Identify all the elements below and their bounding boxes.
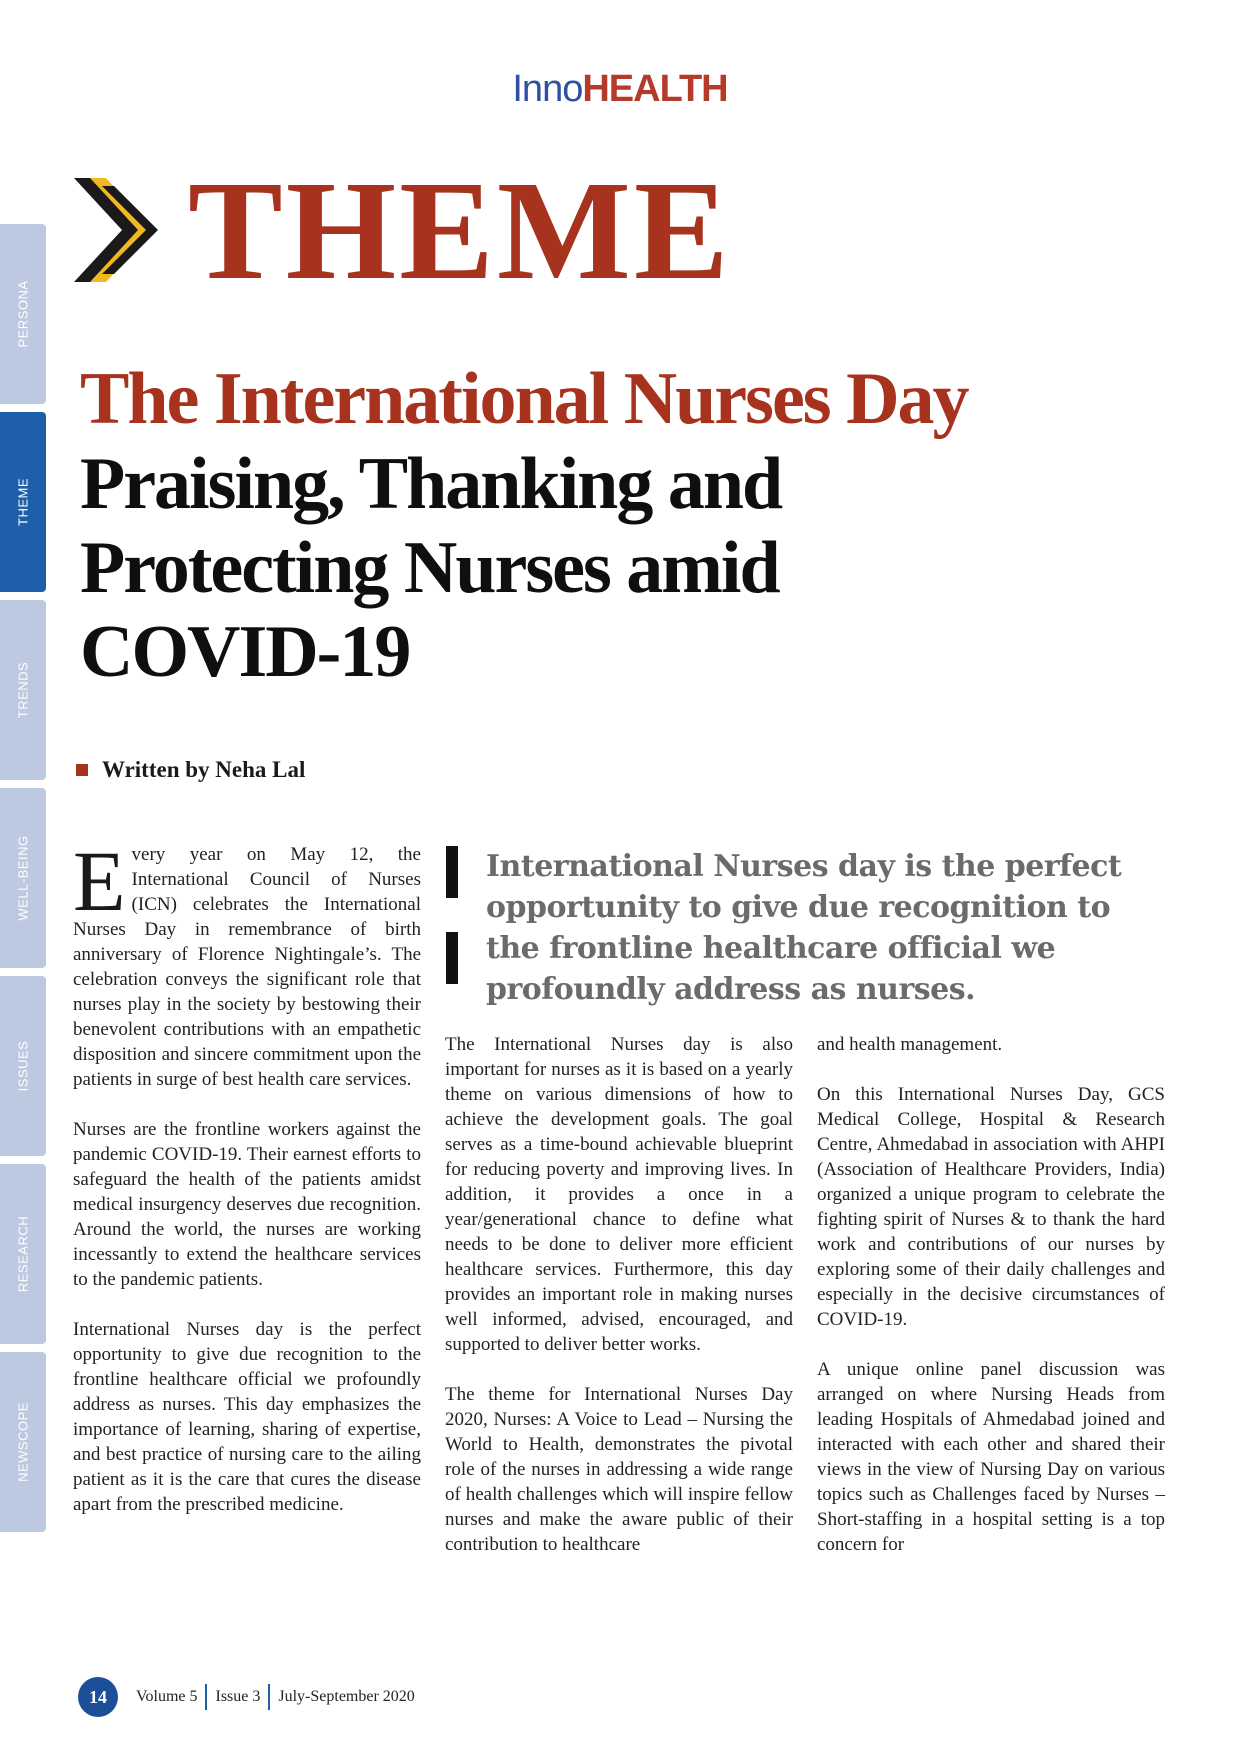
paragraph: Nurses are the frontline workers against the pandemic COVID-19. Their earnest efforts to safeguard the health of the patients amidst medical insurgency deserves due recognition. Around the world, the nurses are working incessantly to extend the healthcare services to the pandemic patients. <box>73 1119 421 1290</box>
paragraph-text: very year on May 12, the International Council of Nurses (ICN) celebrates the International Nurses Day in remembrance of birth anniversary of Florence Nightingale’s. The celebration conveys the significant role that nurses play in the society by bestowing their benevolent contributions with an empathetic disposition and sincere commitment upon the patients in surge of best health care services. <box>73 844 421 1090</box>
footer-divider <box>268 1684 270 1710</box>
side-tab-label: NEWSCOPE <box>15 1402 31 1482</box>
paragraph: International Nurses day is the perfect opportunity to give due recognition to the frontline healthcare official we profoundly address as nurses. This day emphasizes the importance of learning, sharing of expertise, and best practice of nursing care to the ailing patient as it is the care that cures the disease apart from the prescribed medicine. <box>73 1319 421 1515</box>
page-number: 14 <box>78 1677 118 1717</box>
pull-quote <box>446 846 1166 1018</box>
side-tab-trends[interactable] <box>0 600 46 780</box>
body-column-2 <box>445 1032 793 1582</box>
article-subtitle-line: Praising, Thanking and <box>80 443 782 525</box>
side-tab-well-being[interactable] <box>0 788 46 968</box>
side-tab-label: TRENDS <box>15 661 31 719</box>
square-bullet-icon <box>76 764 88 776</box>
side-tab-label: PERSONA <box>15 280 31 348</box>
side-tab-label: RESEARCH <box>15 1215 31 1293</box>
body-column-1 <box>73 833 421 1542</box>
drop-cap: E <box>73 833 126 929</box>
double-chevron-right-icon <box>74 178 166 282</box>
section-title: THEME <box>188 151 732 309</box>
side-tab-label: ISSUES <box>15 1040 31 1092</box>
side-tab-label: THEME <box>15 478 31 526</box>
paragraph: and health management. <box>817 1034 1003 1055</box>
article-subtitle-line: Protecting Nurses amid <box>80 527 779 609</box>
quote-bar <box>446 846 458 898</box>
side-tabs <box>0 224 46 1540</box>
footer-divider <box>205 1684 207 1710</box>
pull-quote-text: International Nurses day is the perfect opportunity to give due recognition to the frontline healthcare official we profoundly address as nurses. <box>486 849 1122 1007</box>
section-heading <box>74 151 732 309</box>
body-column-3 <box>817 1032 1165 1582</box>
side-tab-issues[interactable] <box>0 976 46 1156</box>
paragraph: On this International Nurses Day, GCS Medical College, Hospital & Research Centre, Ahmedabad in association with AHPI (Association of Healthcare Providers, India) organized a unique program to celebrate the fighting spirit of Nurses & to thank the hard work and contributions of our nurses by exploring some of their daily challenges and especially in the decisive circumstances of COVID-19. <box>817 1084 1165 1330</box>
side-tab-persona[interactable] <box>0 224 46 404</box>
paragraph <box>73 833 421 1092</box>
paragraph: A unique online panel discussion was arranged on where Nursing Heads from leading Hospitals of Ahmedabad joined and interacted with each other and shared their views in the view of Nursing Day on various topics such as Challenges faced by Nurses – Short-staffing in a hospital setting is a top concern for <box>817 1359 1165 1555</box>
footer-volume: Volume 5 <box>136 1688 198 1705</box>
paragraph: The International Nurses day is also important for nurses as it is based on a yearly theme on various dimensions of how to achieve the development goals. The goal serves as a time-bound achievable blueprint for reducing poverty and improving lives. In addition, it provides a once in a year/generational chance to define what needs to be done to deliver more efficient healthcare services. Furthermore, this day provides an important role in making nurses well informed, advised, encouraged, and supported to deliver better works. <box>445 1034 793 1355</box>
quote-bar-icon <box>446 846 458 1018</box>
side-tab-newscope[interactable] <box>0 1352 46 1532</box>
article-title <box>80 356 1080 694</box>
side-tab-research[interactable] <box>0 1164 46 1344</box>
footer-issue: Issue 3 <box>215 1688 261 1705</box>
side-tab-label: WELL-BEING <box>15 835 31 921</box>
masthead-logo <box>0 70 1240 108</box>
article-title-line: The International Nurses Day <box>80 358 968 440</box>
byline <box>76 757 305 783</box>
paragraph: The theme for International Nurses Day 2020, Nurses: A Voice to Lead – Nursing the World to Health, demonstrates the pivotal role of the nurses in addressing a wide range of health challenges which will inspire fellow nurses and make the aware public of their contribution to healthcare <box>445 1384 793 1555</box>
logo-health: HEALTH <box>582 68 728 110</box>
quote-bar <box>446 932 458 984</box>
page-footer <box>78 1677 415 1717</box>
byline-text: Written by Neha Lal <box>102 757 306 782</box>
footer-date: July-September 2020 <box>278 1688 415 1705</box>
logo-inno: Inno <box>512 68 583 110</box>
side-tab-theme[interactable] <box>0 412 46 592</box>
article-subtitle-line: COVID-19 <box>80 611 410 693</box>
